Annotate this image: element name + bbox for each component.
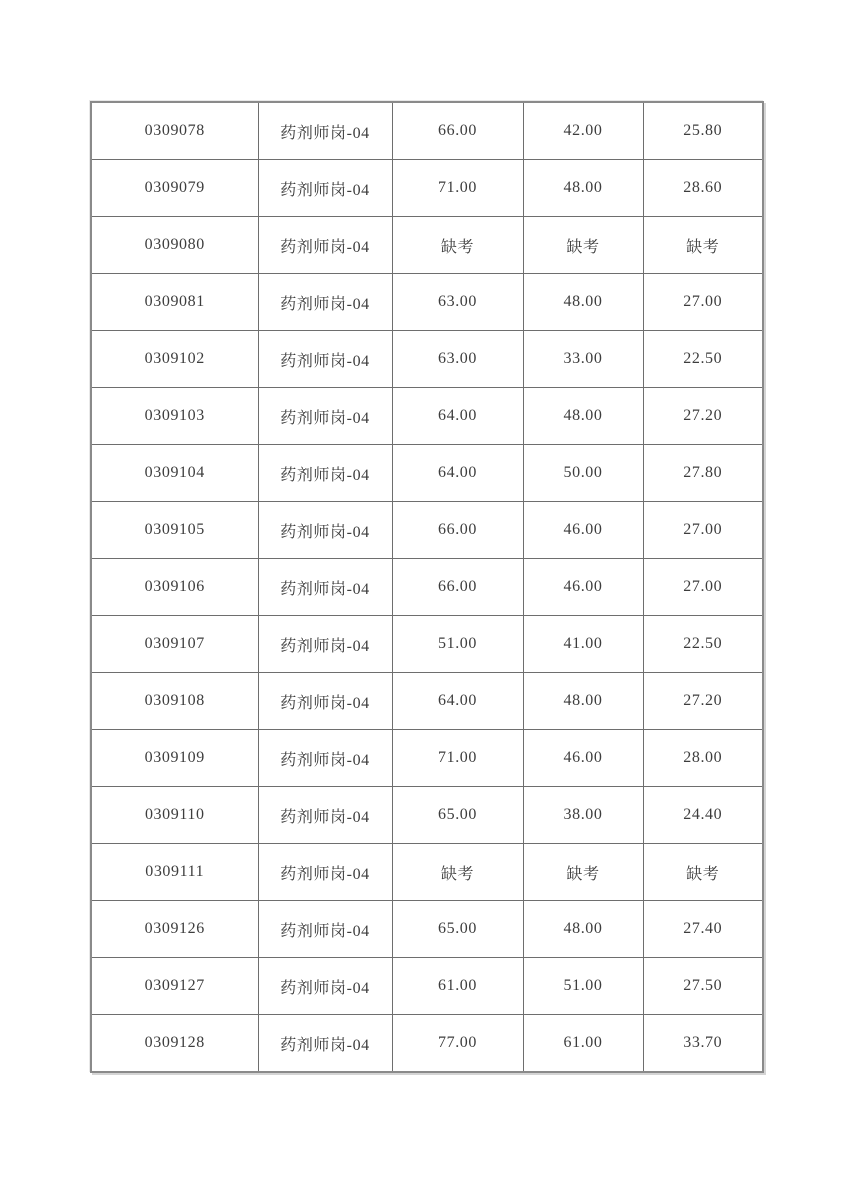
cell-score-2: 46.00 (523, 559, 643, 616)
cell-candidate-id: 0309080 (91, 217, 258, 274)
table-row (91, 673, 763, 730)
cell-candidate-id: 0309127 (91, 958, 258, 1015)
cell-score-3: 28.00 (643, 730, 763, 787)
table-row (91, 616, 763, 673)
cell-score-3: 27.20 (643, 388, 763, 445)
cell-score-3: 28.60 (643, 160, 763, 217)
cell-score-3: 22.50 (643, 616, 763, 673)
cell-score-1: 64.00 (392, 673, 523, 730)
cell-score-1: 缺考 (392, 217, 523, 274)
cell-score-1: 51.00 (392, 616, 523, 673)
cell-score-3: 27.50 (643, 958, 763, 1015)
cell-score-1: 63.00 (392, 331, 523, 388)
cell-candidate-id: 0309078 (91, 102, 258, 160)
cell-position-name: 药剂师岗-04 (258, 217, 392, 274)
cell-score-1: 77.00 (392, 1015, 523, 1073)
cell-score-1: 71.00 (392, 160, 523, 217)
cell-position-name: 药剂师岗-04 (258, 559, 392, 616)
cell-position-name: 药剂师岗-04 (258, 331, 392, 388)
cell-candidate-id: 0309110 (91, 787, 258, 844)
cell-score-3: 33.70 (643, 1015, 763, 1073)
cell-position-name: 药剂师岗-04 (258, 958, 392, 1015)
cell-score-3: 27.80 (643, 445, 763, 502)
scores-table (90, 101, 764, 1073)
cell-candidate-id: 0309126 (91, 901, 258, 958)
cell-score-3: 22.50 (643, 331, 763, 388)
table-row (91, 160, 763, 217)
cell-score-2: 48.00 (523, 673, 643, 730)
cell-score-2: 缺考 (523, 217, 643, 274)
table-row (91, 331, 763, 388)
cell-score-3: 缺考 (643, 217, 763, 274)
cell-candidate-id: 0309111 (91, 844, 258, 901)
table-row (91, 274, 763, 331)
cell-candidate-id: 0309105 (91, 502, 258, 559)
cell-score-1: 66.00 (392, 102, 523, 160)
cell-score-1: 61.00 (392, 958, 523, 1015)
cell-position-name: 药剂师岗-04 (258, 160, 392, 217)
cell-candidate-id: 0309081 (91, 274, 258, 331)
cell-score-3: 缺考 (643, 844, 763, 901)
cell-score-2: 33.00 (523, 331, 643, 388)
table-row (91, 388, 763, 445)
table-row (91, 559, 763, 616)
cell-position-name: 药剂师岗-04 (258, 673, 392, 730)
cell-score-3: 27.00 (643, 502, 763, 559)
cell-score-2: 48.00 (523, 388, 643, 445)
cell-score-1: 66.00 (392, 502, 523, 559)
cell-position-name: 药剂师岗-04 (258, 445, 392, 502)
table-row (91, 102, 763, 160)
table-row (91, 958, 763, 1015)
cell-position-name: 药剂师岗-04 (258, 102, 392, 160)
cell-score-3: 27.00 (643, 274, 763, 331)
cell-score-2: 51.00 (523, 958, 643, 1015)
cell-score-2: 48.00 (523, 160, 643, 217)
cell-candidate-id: 0309103 (91, 388, 258, 445)
table-row (91, 1015, 763, 1073)
cell-candidate-id: 0309128 (91, 1015, 258, 1073)
cell-position-name: 药剂师岗-04 (258, 901, 392, 958)
cell-position-name: 药剂师岗-04 (258, 274, 392, 331)
table-row (91, 844, 763, 901)
cell-score-2: 42.00 (523, 102, 643, 160)
cell-score-2: 46.00 (523, 730, 643, 787)
cell-score-2: 缺考 (523, 844, 643, 901)
cell-score-1: 66.00 (392, 559, 523, 616)
cell-position-name: 药剂师岗-04 (258, 502, 392, 559)
cell-position-name: 药剂师岗-04 (258, 787, 392, 844)
cell-score-3: 25.80 (643, 102, 763, 160)
cell-candidate-id: 0309102 (91, 331, 258, 388)
cell-score-1: 63.00 (392, 274, 523, 331)
cell-candidate-id: 0309104 (91, 445, 258, 502)
cell-score-3: 27.00 (643, 559, 763, 616)
scores-table-body (91, 102, 763, 1072)
table-row (91, 502, 763, 559)
cell-candidate-id: 0309109 (91, 730, 258, 787)
cell-position-name: 药剂师岗-04 (258, 1015, 392, 1073)
cell-score-3: 27.40 (643, 901, 763, 958)
cell-score-3: 24.40 (643, 787, 763, 844)
cell-score-1: 缺考 (392, 844, 523, 901)
cell-score-3: 27.20 (643, 673, 763, 730)
cell-score-1: 64.00 (392, 445, 523, 502)
cell-score-2: 48.00 (523, 901, 643, 958)
cell-position-name: 药剂师岗-04 (258, 616, 392, 673)
cell-candidate-id: 0309108 (91, 673, 258, 730)
table-row (91, 901, 763, 958)
cell-score-1: 64.00 (392, 388, 523, 445)
cell-candidate-id: 0309107 (91, 616, 258, 673)
cell-score-2: 38.00 (523, 787, 643, 844)
cell-score-2: 48.00 (523, 274, 643, 331)
cell-score-2: 46.00 (523, 502, 643, 559)
table-row (91, 730, 763, 787)
cell-score-1: 65.00 (392, 901, 523, 958)
cell-candidate-id: 0309106 (91, 559, 258, 616)
table-row (91, 445, 763, 502)
cell-score-2: 61.00 (523, 1015, 643, 1073)
cell-position-name: 药剂师岗-04 (258, 730, 392, 787)
cell-score-1: 71.00 (392, 730, 523, 787)
table-row (91, 217, 763, 274)
cell-position-name: 药剂师岗-04 (258, 844, 392, 901)
cell-position-name: 药剂师岗-04 (258, 388, 392, 445)
cell-score-2: 50.00 (523, 445, 643, 502)
cell-candidate-id: 0309079 (91, 160, 258, 217)
cell-score-1: 65.00 (392, 787, 523, 844)
cell-score-2: 41.00 (523, 616, 643, 673)
table-row (91, 787, 763, 844)
